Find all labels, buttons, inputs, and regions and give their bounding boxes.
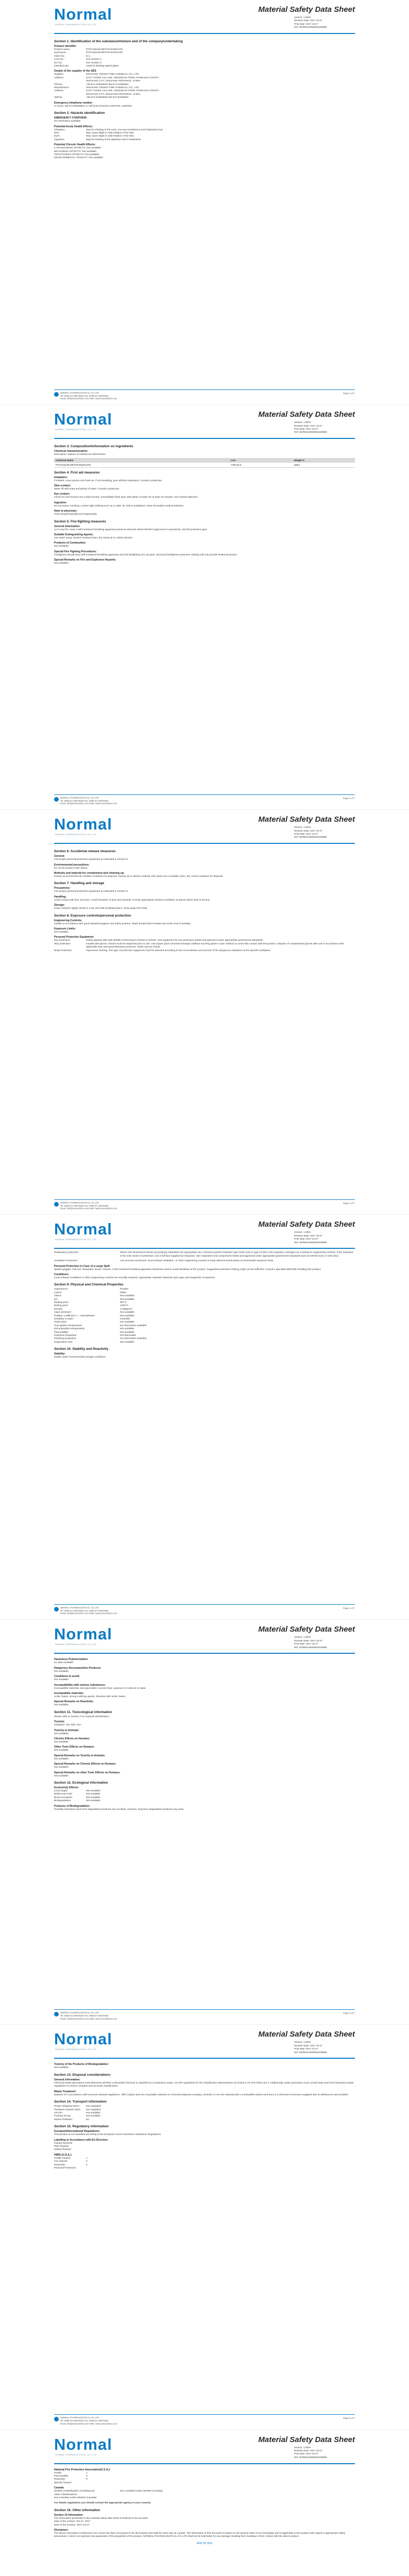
field-row: LC50 (mg/l): Not available (54, 1790, 100, 1793)
field-row: Index-No.: N.A. (54, 55, 91, 58)
page-6: Normal NORMAL PHARMACEUTICAL CO.,LTD Material Safety Data Sheet Version: 1.0/EN Revision Date: 2017-10-27 Print Date: 2017-10-27 Ref: NORMCHEM/MSDS/9999 Toxicity of the Products of Biodegradation: Not available. Section 13. Disposal considerations General information: Chemical waste generators must determine whether a discarded chemical is classified as a hazardous waste. US EPA guidelines for the classification determination are listed in 40 CFR Parts 261.3. Additionally, waste generators must consult state and local hazardous waste regulations to ensure complete and accurate classification. Waste Treatment: Dispose of in accordance with local and national regulations. Offer surplus and non-recyclable solutions to a licensed disposal company. Dissolve or mix the material with a combustible solvent and burn in a chemical incinerator equipped with an afterburner and scrubber. Section 14. Transport information Proper Shipping Name: Not regulated Transport Hazard Class: Not regulated UN NO.: Not available Packing Group: Not available Marine Pollutant: No Section 15. Regulatory information European/International Regulations: This product is not classified according to the European Union Hazardous Substance Regulations. Labelling in Accordance with EU Directive: Hazard Symbols: Risk Phrases: Safety Phrases: HMIS (U.S.A.): Health Hazard: 1 Fire Hazard: 0 Reactivity: 0 Personal Protection: NORMAL PHARMACEUTICAL CO.,LTD Tel: 0086-571-86676926 Fax: 0086-571-86676926 Email: info@normalchem.com Web: www.normalchem.com Page 6 of 7 (0, 2025, 409, 2430)
composition-table: Chemical Name CAS Weight % POTASSIUM METAPHOSPHATE 7790-53-6 ≥98.0 (54, 458, 355, 468)
page-header (54, 2430, 355, 2463)
field-row: Fire Hazard: 0 (54, 2160, 88, 2163)
section-heading: Section 9. Physical and Chemical Properties (54, 1283, 124, 1287)
field-row: Boiling point: 1320°C (54, 1304, 129, 1308)
brand-logo: Normal NORMAL PHARMACEUTICAL CO.,LTD (54, 410, 112, 431)
page-3: Normal NORMAL PHARMACEUTICAL CO.,LTD Material Safety Data Sheet Version: 1.0/EN Revision Date: 2017-10-27 Print Date: 2017-10-27 Ref: NORMCHEM/MSDS/9999 Section 6. Accidental release measures General: Use proper personal protective equipment as indicated in Section 8. Environmental precautions: Do not let product enter drains. Methods and material for containment and cleaning up: Sweep up and shovel into suitable containers for disposal. Sweep up or absorb material, then place into a suitable clean, dry, closed container for disposal. Section 7. Handling and storage Precautions: Use proper personal protective equipment as indicated in Section 8. Handling: Avoid contact with skin and eyes. Avoid formation of dust and aerosols. Provide appropriate exhaust ventilation at places where dust is formed. Storage: Keep container tightly closed in a dry and well-ventilated place. Keep away from heat. Section 8. Exposure controls/personal protection Engineering Controls: Handle in accordance with good industrial hygiene and safety practice. Wash hands before breaks and at the end of workday. Exposure Limits: Not available. Personal Protective Equipment Eye protection: Safety glasses with side-shields conforming to EN166 or NIOSH. Use equipment for eye protection tested and approved under appropriate government standards. Skin protection: Handle with gloves. Gloves must be inspected prior to use. Use proper glove removal technique (without touching glove's outer surface) to avoid skin contact with this product. Dispose of contaminated gloves after use in accordance with applicable laws and good laboratory practices. Wash and dry hands. Body Protection: Impervious clothing. The type of protective equipment must be selected according to the concentration and amount of the dangerous substance at the specific workplace. NORMAL PHARMACEUTICAL CO.,LTD Tel: 0086-571-86676926 Fax: 0086-571-86676926 Email: info@normalchem.com Web: www.normalchem.com Page 3 of 7 (0, 810, 409, 1215)
field-row: Not controlled under WHMIS (Canada) (54, 2497, 97, 2499)
field-row: Colour: White (54, 1291, 127, 1294)
field-row: Product name: POTASSIUM METAPHOSPHATE (54, 48, 123, 51)
text-line: CARCINOGENIC EFFECTS: Not available. (54, 147, 102, 150)
field-row: Vapor pressure: Not available (54, 1311, 134, 1314)
text-line: Date of the revision: 2017-10-27 (54, 2523, 90, 2527)
field-row: Odour: Not available (54, 1295, 134, 1298)
field-row: BOD5 and COD: Not available (54, 1793, 100, 1796)
document-meta: Version: 1.0/EN Revision Date: 2017-10-27 Print Date: 2017-10-27 Ref: NORMCHEM/MSDS/9999 (294, 1636, 327, 1649)
field-row: Flash point: Not available (54, 1321, 134, 1324)
field-row: Oxidizing properties: No information available (54, 1337, 147, 1341)
text-line: The information presented in this material safety data sheet is believed to be accurate. (54, 2517, 149, 2520)
brand-logo: Normal NORMAL PHARMACEUTICAL CO.,LTD (54, 2030, 112, 2051)
document-title: Material Safety Data Sheet (258, 1625, 355, 1634)
footer-logo-icon (54, 2012, 59, 2016)
document-meta: Version: 1.0/EN Revision Date: 2017-10-27 Print Date: 2017-10-27 Ref: NORMCHEM/MSDS/9999 (294, 16, 327, 29)
page-header (54, 405, 355, 438)
section-heading: Section 3. Composition/information on ingredients (54, 445, 133, 449)
footer-logo-icon (54, 392, 59, 397)
field-row: Hazard Symbols: (54, 2142, 73, 2145)
field-row: Evaporation rate: Not available (54, 1341, 134, 1344)
table-row: POTASSIUM METAPHOSPHATE 7790-53-6 ≥98.0 (54, 463, 355, 468)
page-number: Page 3 of 7 (343, 1202, 355, 1205)
section-heading: Section 7. Handling and storage (54, 882, 105, 886)
page-header (54, 0, 355, 33)
field-row: Other Classifications: (54, 2493, 78, 2496)
document-title: Material Safety Data Sheet (258, 410, 355, 419)
field-row: Biodegradation: Not available (54, 1800, 100, 1803)
field-row: Bioaccumulation: Not available (54, 1796, 100, 1799)
section-heading: Section 10. Stability and Reactivity (54, 1347, 109, 1351)
field-row: Intended use: Used for Binding optical glass (54, 65, 119, 68)
field-row: Density: 2.258g/cm³ (54, 1308, 132, 1311)
brand-logo: Normal NORMAL PHARMACEUTICAL CO.,LTD (54, 815, 112, 836)
section-heading: Section 5. Fire-fighting measures (54, 519, 106, 523)
document-meta: Version: 1.0/EN Revision Date: 2017-10-27 Print Date: 2017-10-27 Ref: NORMCHEM/MSDS/9999 (294, 1231, 327, 1244)
document-meta: Version: 1.0/EN Revision Date: 2017-10-27 Print Date: 2017-10-27 Ref: NORMCHEM/MSDS/9999 (294, 2041, 327, 2054)
footer-logo-icon (54, 1607, 59, 1612)
field-row: Solubility in water: Insoluble (54, 1317, 130, 1320)
page-number: Page 2 of 7 (343, 797, 355, 800)
field-row: Decomposition temperature: Not available (54, 1328, 134, 1331)
field-row: WHMIS (Classification of Substance) Not controlled under WHMIS (Canada). (54, 2490, 163, 2493)
field-row: Supplier: ZHEJIANG YIBANG FINE CHEMICAL CO., LTD (54, 73, 139, 76)
page-footer: NORMAL PHARMACEUTICAL CO.,LTD Tel: 0086-571-86676926 Fax: 0086-571-86676926 Email: info@normalchem.com Web: www.normalchem.com Page 2 of 7 (54, 794, 355, 809)
field-row: Address: EAST TANGE VILLAGE, HENGDIAN TOWN, PANSHAN COUNTY (54, 76, 160, 79)
brand-logo: Normal NORMAL PHARMACEUTICAL CO.,LTD (54, 2435, 112, 2456)
field-row: pH: Not available (54, 1298, 134, 1301)
field-row: Eyes: May cause slight to mild irritation of the skin. (54, 135, 135, 138)
footer-logo-icon (54, 797, 59, 802)
document-meta: Version: 1.0/EN Revision Date: 2017-10-27 Print Date: 2017-10-27 Ref: NORMCHEM/MSDS/9999 (294, 421, 327, 434)
page-number: Page 4 of 7 (343, 1607, 355, 1610)
page-footer: NORMAL PHARMACEUTICAL CO.,LTD Tel: 0086-571-86676926 Fax: 0086-571-86676926 Email: info@normalchem.com Web: www.normalchem.com Page 6 of 7 (54, 2414, 355, 2429)
document-title: Material Safety Data Sheet (258, 815, 355, 824)
field-row: Reactivity: 0 (54, 2163, 88, 2166)
page-footer: NORMAL PHARMACEUTICAL CO.,LTD Tel: 0086-571-86676926 Fax: 0086-571-86676926 Email: info@normalchem.com Web: www.normalchem.com Page 3 of 7 (54, 1199, 355, 1214)
page-footer: NORMAL PHARMACEUTICAL CO.,LTD Tel: 0086-571-86676926 Fax: 0086-571-86676926 Email: info@normalchem.com Web: www.normalchem.com Page 4 of 7 (54, 1604, 355, 1619)
page-header (54, 810, 355, 843)
field-row: Reactivity: 0 (54, 2478, 88, 2481)
document-meta: Version: 1.0/EN Revision Date: 2017-10-27 Print Date: 2017-10-27 Ref: NORMCHEM/MSDS/9999 (294, 2446, 327, 2459)
document-title: Material Safety Data Sheet (258, 2435, 355, 2444)
section-heading: Section 4. First aid measures (54, 470, 100, 474)
section-heading: Section 1. Identification of the substance/mixture and of the company/undertaking (54, 40, 183, 43)
field-row: Melting point: 807°C (54, 1301, 127, 1304)
page-header (54, 1215, 355, 1248)
page-number: Page 6 of 7 (343, 2417, 355, 2420)
field-row: ZHEJIANG CITY, ZHEJIANG PROVINCE, CHINA (86, 80, 141, 83)
section-heading: Section 11. Toxicological information (54, 1710, 112, 1714)
field-row: Address: EAST TANGE VILLAGE, HENGDIAN TOWN, PANSHAN COUNTY (54, 90, 160, 93)
field-row: Eye protection: Safety glasses with side-shields conforming to EN166 or NIOSH. Use equipment for eye protection tested and approved under appropriate government standards. (54, 939, 264, 942)
page-number: Page 5 of 7 (343, 2012, 355, 2015)
section-heading: Section 13. Disposal considerations (54, 2073, 111, 2077)
field-row: Risk Phrases: (54, 2145, 70, 2148)
field-row: Health Hazard: 1 (54, 2157, 88, 2160)
footer-logo-icon (54, 2417, 59, 2421)
document-title: Material Safety Data Sheet (258, 1220, 355, 1229)
text-line: MUTAGENIC EFFECTS: Not available. (54, 150, 97, 153)
field-row: Manufacturer: ZHEJIANG YIBANG FINE CHEMICAL CO., LTD (54, 87, 139, 90)
field-row: Auto-ignition temperature: No information available (54, 1324, 147, 1327)
section-heading: Section 14. Transport information (54, 2100, 107, 2104)
document-title: Material Safety Data Sheet (258, 5, 355, 14)
field-row: Tel/Fax: +86-574-87655560/+86-574-87655561 (54, 83, 129, 86)
page-header (54, 1620, 355, 1653)
section-heading: Section 6. Accidental release measures (54, 850, 116, 854)
document-meta: Version: 1.0/EN Revision Date: 2017-10-27 Print Date: 2017-10-27 Ref: NORMCHEM/MSDS/9999 (294, 826, 327, 839)
text-line: Date of the version: Oct.27, 2017 (54, 2520, 91, 2523)
page-footer: NORMAL PHARMACEUTICAL CO.,LTD Tel: 0086-571-86676926 Fax: 0086-571-86676926 Email: info@normalchem.com Web: www.normalchem.com Page 5 of 7 (54, 2009, 355, 2024)
field-row: Health: 1 (54, 2471, 88, 2475)
section-heading: Section 12. Ecological information (54, 1781, 108, 1785)
document-title: Material Safety Data Sheet (258, 2030, 355, 2039)
brand-logo: Normal NORMAL PHARMACEUTICAL CO.,LTD (54, 5, 112, 26)
field-row: Tel/Fax: +86-574-87655560/+86-574-87655561 (54, 96, 129, 99)
brand-logo: Normal NORMAL PHARMACEUTICAL CO.,LTD (54, 1625, 112, 1646)
field-row: Ingestion: May be irritating to the digestive tract if swallowed. (54, 138, 141, 141)
footer-logo-icon (54, 1202, 59, 1207)
brand-logo: Normal NORMAL PHARMACEUTICAL CO.,LTD (54, 1220, 112, 1241)
field-row: ZHEJIANG CITY, ZHEJIANG PROVINCE, CHINA (86, 93, 141, 96)
end-of-document: END OF SDS (196, 2541, 213, 2545)
field-row: Partition coefficient: n - octanol/water: Not available (54, 1314, 134, 1317)
field-row: Appearance: Powder (54, 1288, 129, 1291)
page-2: Normal NORMAL PHARMACEUTICAL CO.,LTD Material Safety Data Sheet Version: 1.0/EN Revision Date: 2017-10-27 Print Date: 2017-10-27 Ref: NORMCHEM/MSDS/9999 Section 3. Composition/information on ingredients Chemical characterization: Description: Mixture of substances listed below Chemical Name CAS Weight % POTASSIUM METAPHOSPHATE 7790-53-6 ≥98.0 Section 4. First aid measures Inhalation: If inhaled, move person into fresh air. If not breathing, give artificial respiration. Consult a physician. Skin contact: Wash off with soap and plenty of water. Consult a physician. Eye contact: Check for and remove any contact lenses. Immediately flush eyes with plenty of water for at least 15 minutes. Get medical attention. Ingestion: Do not induce vomiting. Loosen tight clothing such as a collar, tie, belt or waistband. Seek immediate medical attention. Note to physician: Treat symptomatically and supportively. Section 5. Fire-fighting measures General information: As in any fire, wear a self-contained breathing apparatus pressure-demand, MSHA/NIOSH (approved or equivalent), and full protective gear. Suitable Extinguishing Agents: Use water spray, alcohol-resistant foam, dry chemical or carbon dioxide. Products of Combustion: Not available. Special Fire Fighting Procedures: Firefighters should wear self-contained breathing apparatus and full firefighting turn-out gear. Structural firefighters protective clothing will only provide limited protection. Special Remarks on Fire and Explosion Hazards: Not available. NORMAL PHARMACEUTICAL CO.,LTD Tel: 0086-571-86676926 Fax: 0086-571-86676926 Email: info@normalchem.com Web: www.normalchem.com Page 2 of 7 (0, 405, 409, 810)
field-row: Explosive properties: Not flammable (54, 1334, 136, 1337)
field-row: Skin protection: Handle with gloves. Gloves must be inspected prior to use. Use proper glove removal technique (without touching glove's outer surface) to avoid skin contact with this product. Dispose of contaminated gloves after use in accordance with applicable laws and good laboratory practices. Wash and dry hands. (54, 942, 344, 949)
section-heading: Section 15. Regulatory information (54, 2125, 109, 2129)
page-header (54, 2025, 355, 2058)
field-row: Safety Phrases: (54, 2148, 72, 2151)
section-heading: Section 8. Exposure controls/personal protection (54, 913, 131, 918)
field-row: EC-No.: See Section 3 (54, 61, 101, 64)
page-4: Normal NORMAL PHARMACEUTICAL CO.,LTD Material Safety Data Sheet Version: 1.0/EN Revision Date: 2017-10-27 Print Date: 2017-10-27 Ref: NORMCHEM/MSDS/9999 Respiratory protection: Where risk assessment shows air-purifying respirators are appropriate use a full-face particle respirator type N100 (US) or type P3 (EN 143) respirator cartridges as a backup to engineering controls. If the respirator is the sole means of protection, use a full-face supplied air respirator. Use respirators and components tested and approved under appropriate government standards such as NIOSH (US) or CEN (EU). Ventilation Protection: Use process enclosures, local exhaust ventilation, or other engineering controls to keep airborne levels below recommended exposure limits. Personal Protection in Case of a Large Spill: Splash goggles. Full suit. Respirator. Boots. Gloves. A self contained breathing apparatus should be used to avoid inhalation of the product. Suggested protective clothing might not be sufficient; consult a specialist BEFORE handling this product. Conditions: Local exhaust ventilation or other engineering controls are normally required. Appropriate respirator depends upon type and magnitude of exposure. Section 9. Physical and Chemical Properties Appearance: Powder Colour: White Odour: Not available pH: Not available Melting point: 807°C Boiling point: 1320°C Density: 2.258g/cm³ Vapor pressure: Not available Partition coefficient: n - octanol/water: Not available Solubility in water: Insoluble Flash point: Not available Auto-ignition temperature: No information available Decomposition temperature: Not available Flammability: Not available Explosive properties: Not flammable Oxidizing properties: No information available Evaporation rate: Not available Section 10. Stability and Reactivity Stability: Stable under recommended storage conditions. NORMAL PHARMACEUTICAL CO.,LTD Tel: 0086-571-86676926 Fax: 0086-571-86676926 Email: info@normalchem.com Web: www.normalchem.com Page 4 of 7 (0, 1215, 409, 1620)
page-1: Normal NORMAL PHARMACEUTICAL CO.,LTD Material Safety Data Sheet Version: 1.0/EN Revision Date: 2017-10-27 Print Date: 2017-10-27 Ref: NORMCHEM/MSDS/9999 Section 1. Identification of the substance/mixture and of the company/undertaking Product identifier Product name: POTASSIUM METAPHOSPHATE Synonyms: POTASSIUM METAPHOSPHATE Index-No.: N.A. CAS-No.: See Section 3 EC-No.: See Section 3 Intended use: Used for Binding optical glass Details of the supplier of the SDS Supplier: ZHEJIANG YIBANG FINE CHEMICAL CO., LTD Address: EAST TANGE VILLAGE, HENGDIAN TOWN, PANSHAN COUNTY ZHEJIANG CITY, ZHEJIANG PROVINCE, CHINA Tel/Fax: +86-574-87655560/+86-574-87655561 Manufacturer: ZHEJIANG YIBANG FINE CHEMICAL CO., LTD Address: EAST TANGE VILLAGE, HENGDIAN TOWN, PANSHAN COUNTY ZHEJIANG CITY, ZHEJIANG PROVINCE, CHINA Tel/Fax: +86-574-87655560/+86-574-87655561 Emergency telephone number In China +86-574-86608651 or call local POISON CONTROL CENTER Section 2. Hazards identification EMERGENCY OVERVIEW: No information available. Potential Acute Health Effects: Inhalation: May be irritating to the nose, mucous membranes and respiratory tract Skin: May cause slight to mild irritation of the skin. Eyes: May cause slight to mild irritation of the skin. Ingestion: May be irritating to the digestive tract if swallowed. Potential Chronic Health Effects: CARCINOGENIC EFFECTS: Not available. MUTAGENIC EFFECTS: Not available. TERATOGENIC EFFECTS: Not available. DEVELOPMENTAL TOXICITY: Not available. NORMAL PHARMACEUTICAL CO.,LTD Tel: 0086-571-86676926 Fax: 0086-571-86676926 Email: info@normalchem.com Web: www.normalchem.com Page 1 of 7 (0, 0, 409, 405)
page-7: Normal NORMAL PHARMACEUTICAL CO.,LTD Material Safety Data Sheet Version: 1.0/EN Revision Date: 2017-10-27 Print Date: 2017-10-27 Ref: NORMCHEM/MSDS/9999 National Fire Protection Association(U.S.A.): Health: 1 Flammability: 0 Reactivity: 0 Specific hazard: Canada WHMIS (Classification of Substance) Not controlled under WHMIS (Canada). Other Classifications: Not controlled under WHMIS (Canada) For details regulations you should contact the appropriate agency in your country. Section 16. Other information Section 16 Information The information presented in this material safety data sheet is believed to be accurate. Date of the version: Oct.27, 2017 Date of the revision: 2017-10-27 Disclaimer: The above information is believed to be correct but does not purport to be all inclusive and shall be used only as a guide. The information in this document is based on the present state of our knowledge and is applicable to the product with regard to appropriate safety precautions. It does not represent any guarantee of the properties of the product. NORMAL PHARMACEUTICAL CO.,LTD shall not be held liable for any damage resulting from handling or from contact with the above product. END OF SDS (0, 2430, 409, 2576)
field-row: Skin: May cause slight to mild irritation of the skin. (54, 131, 135, 134)
text-line: DEVELOPMENTAL TOXICITY: Not available. (54, 157, 104, 160)
field-row: Personal Protection: (54, 2166, 77, 2170)
field-row: Flammability: Not available (54, 1331, 134, 1334)
field-row: Flammability: 0 (54, 2475, 88, 2478)
field-row: Synonyms: POTASSIUM METAPHOSPHATE (54, 52, 123, 55)
section-heading: Section 2. Hazards identification (54, 111, 105, 115)
page-footer: NORMAL PHARMACEUTICAL CO.,LTD Tel: 0086-571-86676926 Fax: 0086-571-86676926 Email: info@normalchem.com Web: www.normalchem.com Page 1 of 7 (54, 389, 355, 404)
section-heading: Section 16. Other information (54, 2508, 100, 2512)
field-row: Specific hazard: (54, 2481, 72, 2484)
page-number: Page 1 of 7 (343, 392, 355, 395)
page-5: Normal NORMAL PHARMACEUTICAL CO.,LTD Material Safety Data Sheet Version: 1.0/EN Revision Date: 2017-10-27 Print Date: 2017-10-27 Ref: NORMCHEM/MSDS/9999 Hazardous Polymerization: No data available. Dangerous Decomposition Products: Not available. Conditions to avoid: Not available. Incompatibility with various substances: Incompatible materials, dust generation, excess heat, exposure to moist air or water. Incompatible materials: Acids, bases, strong oxidizing agents. Reactive with acids, bases. Special Remarks on Reactivity: Not available. Section 11. Toxicological information Please refer to Section 2 for Hazards identification. Toxicity: Inhalation: N/A Skin: N/A Toxicity to Animals: Not available. Chronic Effects on Humans: Not available. Other Toxic Effects on Humans: Not available. Special Remarks on Toxicity to Animals: Not available. Special Remarks on Chronic Effects on Humans: Not available. Special Remarks on other Toxic Effects on Humans: Not available. Section 12. Ecological information Ecotoxicity Effects: LC50 (mg/l): Not available BOD5 and COD: Not available Bioaccumulation: Not available Biodegradation: Not available Products of Biodegradation: Possibly hazardous short term degradation products are not likely. However, long term degradation products may arise. NORMAL PHARMACEUTICAL CO.,LTD Tel: 0086-571-86676926 Fax: 0086-571-86676926 Email: info@normalchem.com Web: www.normalchem.com Page 5 of 7 (0, 1620, 409, 2025)
field-row: CAS-No.: See Section 3 (54, 58, 101, 61)
field-row: Body Protection: Impervious clothing. The type of protective equipment must be selected according to the concentration and amount of the dangerous substance at the specific workplace. (54, 949, 271, 952)
text-line: TERATOGENIC EFFECTS: Not available. (54, 153, 100, 156)
field-row: Inhalation: May be irritating to the nose, mucous membranes and respiratory tract (54, 128, 163, 131)
